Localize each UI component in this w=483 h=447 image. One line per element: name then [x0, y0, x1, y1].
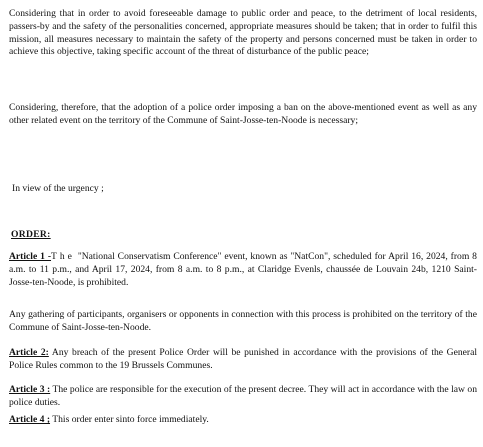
order-heading: ORDER: — [11, 229, 51, 240]
urgency-paragraph: In view of the urgency ; — [12, 183, 104, 194]
article-2-label: Article 2: — [9, 347, 49, 358]
article-3-label: Article 3 : — [9, 384, 51, 395]
article-3-text: The police are responsible for the execution of the present decree. They will act in accordance with the law on police duties. — [9, 384, 477, 408]
article-2-text: Any breach of the present Police Order will be punished in accordance with the provisions of the General Police Rules common to the 19 Brussels Communes. — [9, 347, 477, 371]
considering-paragraph-2: Considering, therefore, that the adoption of a police order imposing a ban on the above-mentioned event as well as any other related event on the territory of the Commune of Saint-Josse-ten-Noode is necessary; — [9, 102, 477, 126]
article-1-text: "National Conservatism Conference" event, known as "NatCon", scheduled for April 16, 2024, from 8 a.m. to 11 p.m., and April 17, 2024, from 8 a.m. to 8 p.m., at Claridge Evenls, chaussée de Louvain 24b, 1210 Saint-Josse-ten-Noode, is prohibited. — [9, 251, 477, 288]
article-4 — [9, 414, 209, 427]
article-4-text: This order enter sinto force immediately. — [50, 414, 209, 425]
article-1-spaced-word: The — [51, 251, 75, 262]
gathering-paragraph: Any gathering of participants, organisers or opponents in connection with this process is prohibited on the territory of the Commune of Saint-Josse-ten-Noode. — [9, 309, 477, 333]
article-1 — [9, 251, 477, 289]
article-2 — [9, 347, 477, 373]
considering-paragraph-1: Considering that in order to avoid foreseeable damage to public order and peace, to the detriment of local residents, passers-by and the safety of the personalities concerned, appropriate measures should be taken; that in order to fulfil this mission, all measures necessary to maintain the safety of the property and persons concerned must be taken in order to achieve this objective, taking specific account of the threat of disturbance of the public peace; — [9, 8, 477, 58]
article-3 — [9, 384, 477, 410]
article-4-label: Article 4 ; — [9, 414, 51, 425]
article-1-label: Article 1 - — [9, 251, 52, 262]
